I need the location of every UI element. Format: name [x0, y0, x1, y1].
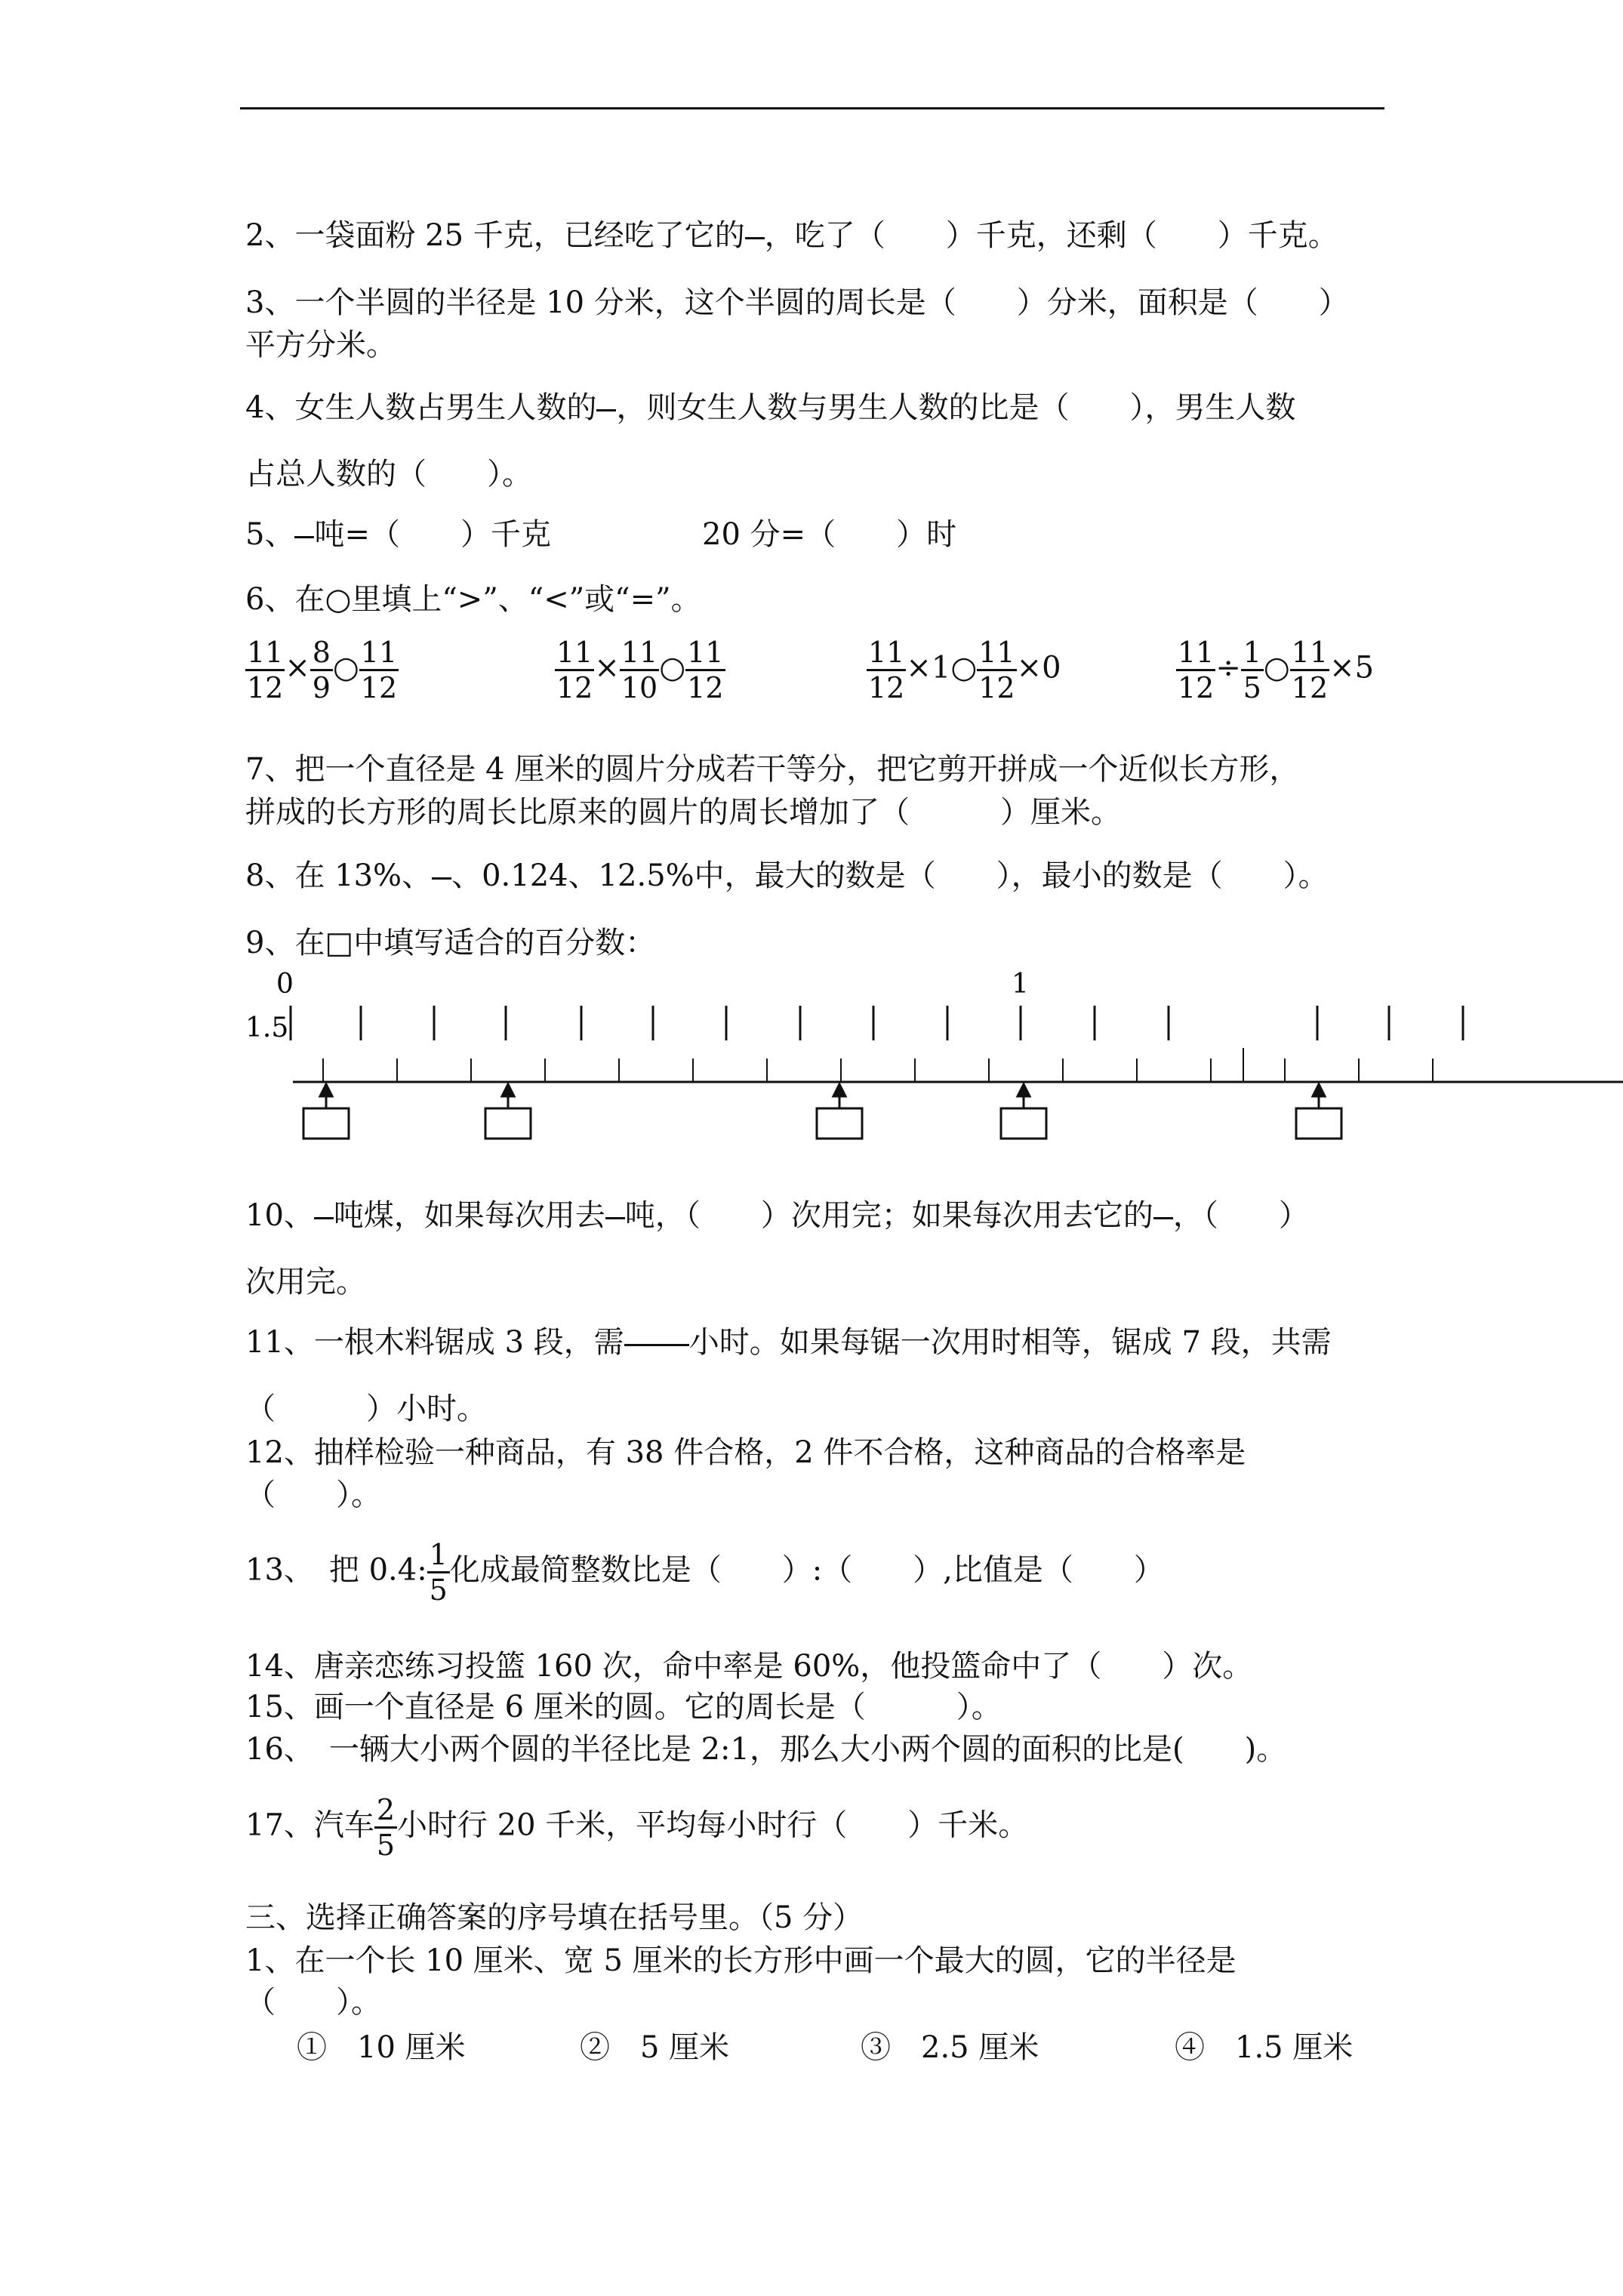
- blank-fraction: [294, 532, 314, 543]
- compare-circle[interactable]: ○: [1263, 650, 1290, 686]
- question-11-line-2: （ ）小时。: [245, 1391, 487, 1426]
- compare-circle[interactable]: ○: [950, 650, 978, 686]
- answer-box[interactable]: [1296, 1108, 1341, 1139]
- choice-1[interactable]: ① 10 厘米: [297, 2030, 466, 2065]
- arrow-boxes: [303, 1084, 1341, 1139]
- question-4-line-2: 占总人数的（ ）。: [245, 457, 532, 492]
- question-15: 15、画一个直径是 6 厘米的圆。它的周长是（ ）。: [245, 1690, 1002, 1724]
- question-7-line-2: 拼成的长方形的周长比原来的圆片的周长增加了（ ）厘米。: [245, 795, 1121, 830]
- q6-item-3: $\frac{11}{12}$ ×1○ $\frac{11}{12}$ ×0: [868, 636, 1061, 704]
- question-8-text-b: 、0.124、12.5%中，最大的数是（ ），最小的数是（ ）。: [451, 858, 1329, 893]
- lower-tick-row: [323, 1048, 1433, 1082]
- question-10-line-2: 次用完。: [245, 1265, 366, 1299]
- upper-tick-row: [291, 1006, 1463, 1040]
- question-5-text-a: 吨=（ ）千克: [314, 517, 551, 552]
- blank-fraction: [596, 405, 616, 416]
- label-one: 1: [1012, 969, 1029, 1000]
- question-11: 11、一根木料锯成 3 段，需 小时。如果每锯一次用时相等，锯成 7 段，共需: [245, 1325, 1332, 1360]
- question-3-line-1: 3、一个半圆的半径是 10 分米，这个半圆的周长是（ ）分米，面积是（ ）: [245, 285, 1349, 320]
- blank-fraction: [745, 233, 765, 244]
- section-3-question-1-line-2: （ ）。: [245, 1985, 381, 2020]
- q6-item-2: $\frac{11}{12}$ × $\frac{11}{10}$ ○ $\frac{11}{12}$: [556, 636, 724, 704]
- answer-box[interactable]: [485, 1108, 531, 1139]
- question-4-text-a: 4、女生人数占男生人数的: [245, 390, 597, 425]
- question-8-text-a: 8、在 13%、: [245, 858, 433, 893]
- question-4: [245, 390, 1295, 426]
- choice-4[interactable]: ④ 1.5 厘米: [1175, 2030, 1354, 2065]
- question-12-line-1: 12、抽样检验一种商品，有 38 件合格，2 件不合格，这种商品的合格率是: [245, 1435, 1246, 1470]
- question-7-line-1: 7、把一个直径是 4 厘米的圆片分成若干等分，把它剪开拼成一个近似长方形，: [245, 752, 1300, 787]
- question-5-text-b: 20 分=（ ）时: [702, 517, 957, 552]
- question-17: 17、汽车 $\frac{2}{5}$ 小时行 20 千米，平均每小时行（ ）千米。: [245, 1793, 1029, 1862]
- q6-item-4: $\frac{11}{12}$ ÷ $\frac{1}{5}$ ○ $\frac{11}{12}$ ×5: [1178, 636, 1375, 704]
- question-5-prefix: 5、: [245, 517, 295, 552]
- question-12-line-2: （ ）。: [245, 1478, 381, 1512]
- header-rule: [240, 107, 1384, 109]
- question-6-text: 6、在○里填上“>”、“<”或“=”。: [245, 582, 701, 617]
- answer-box[interactable]: [303, 1108, 349, 1139]
- question-5: [245, 516, 551, 553]
- question-3-line-2: 平方分米。: [245, 328, 396, 362]
- question-9-text: 9、在□中填写适合的百分数：: [245, 926, 656, 960]
- section-3-title: 三、选择正确答案的序号填在括号里。（5 分）: [245, 1900, 864, 1935]
- number-line-diagram: [0, 959, 1623, 1185]
- label-zero: 0: [276, 969, 294, 1000]
- answer-box[interactable]: [1001, 1108, 1046, 1139]
- question-8: [245, 858, 1329, 894]
- choice-2[interactable]: ② 5 厘米: [580, 2030, 730, 2065]
- question-2-text-b: ，吃了（ ）千克，还剩（ ）千克。: [764, 218, 1338, 253]
- compare-circle[interactable]: ○: [332, 650, 359, 686]
- blank-fraction: [432, 873, 451, 884]
- answer-box[interactable]: [817, 1108, 862, 1139]
- blank-fraction: [624, 1339, 689, 1351]
- question-14: 14、唐亲恋练习投篮 160 次，命中率是 60%，他投篮命中了（ ）次。: [245, 1649, 1253, 1684]
- question-4-text-b: ，则女生人数与男生人数的比是（ ），男生人数: [616, 390, 1296, 425]
- question-16: 16、 一辆大小两个圆的半径比是 2:1，那么大小两个圆的面积的比是( )。: [245, 1732, 1287, 1767]
- label-one-point-five: 1.5: [245, 1012, 289, 1043]
- compare-circle[interactable]: ○: [659, 650, 686, 686]
- question-2-text-a: 2、一袋面粉 25 千克，已经吃了它的: [245, 218, 745, 253]
- question-10: 10、 吨煤，如果每次用去 吨，（ ）次用完；如果每次用去它的 ，（ ）: [245, 1198, 1309, 1233]
- q6-item-1: $\frac{11}{12}$ × $\frac{8}{9}$ ○ $\frac{11}{12}$: [247, 636, 398, 704]
- question-2: [245, 217, 1338, 254]
- choice-3[interactable]: ③ 2.5 厘米: [861, 2030, 1039, 2065]
- question-13: 13、 把 0.4: $\frac{1}{5}$ 化成最简整数比是（ ）:（ ）,比值是（ ）: [245, 1538, 1164, 1607]
- section-3-question-1-line-1: 1、在一个长 10 厘米、宽 5 厘米的长方形中画一个最大的圆，它的半径是: [245, 1943, 1236, 1978]
